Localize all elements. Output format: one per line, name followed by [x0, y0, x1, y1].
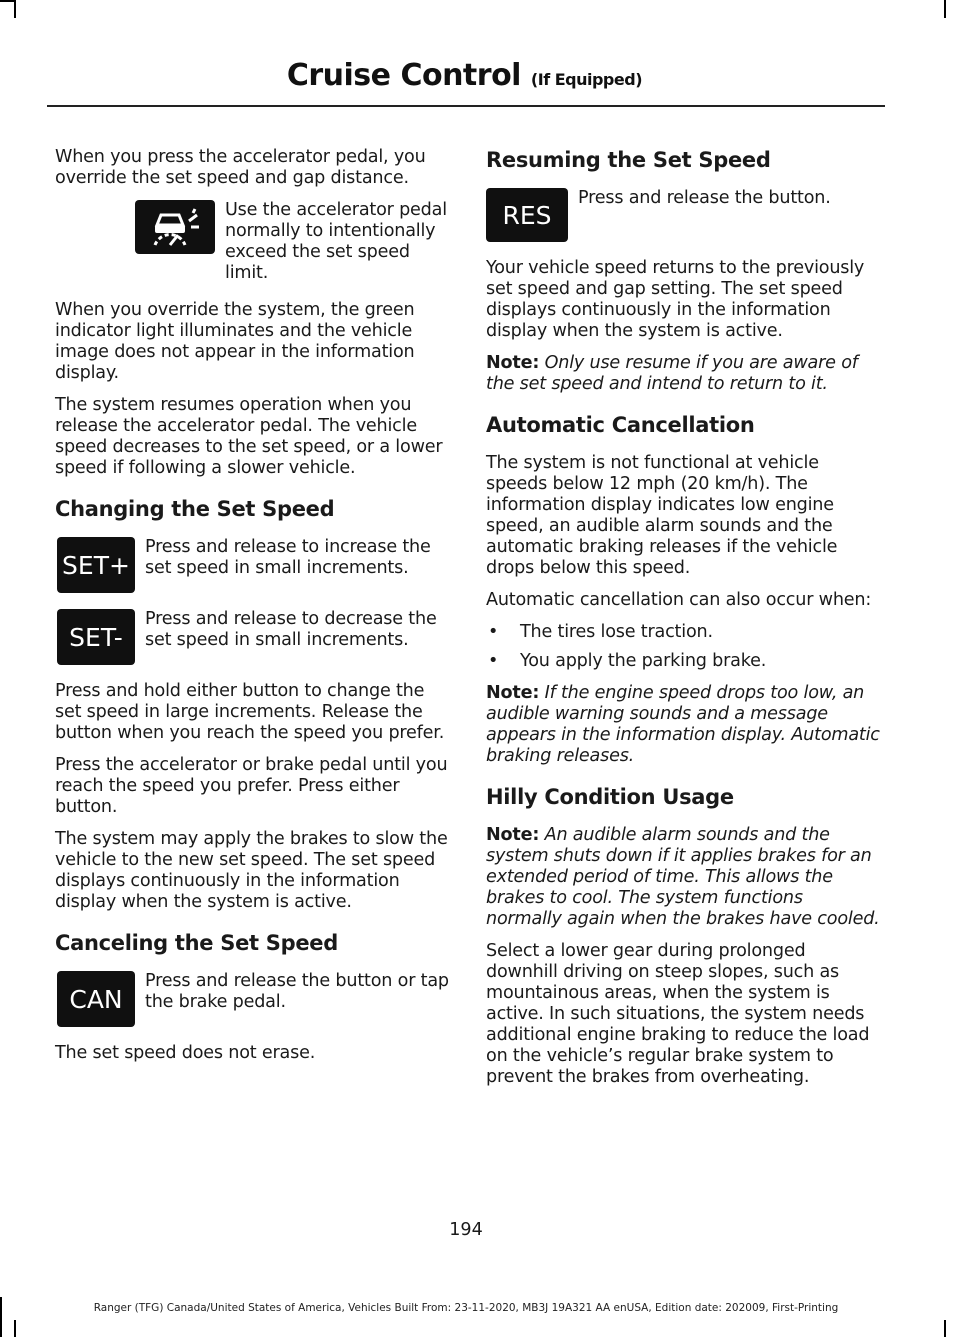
note: [486, 683, 880, 767]
paragraph: The set speed does not erase.: [55, 1043, 316, 1063]
crop-mark: [944, 1320, 946, 1337]
list-item-text: You apply the parking brake.: [520, 651, 767, 671]
bullet-icon: •: [488, 622, 499, 642]
accelerator-text: Use the accelerator pedal normally to intentionally exceed the set speed limit.: [225, 200, 447, 283]
paragraph: Press and hold either button to change the set speed in large increments. Release the button when you reach the speed you prefer.: [55, 681, 445, 743]
paragraph: Select a lower gear during prolonged downhill driving on steep slopes, such as mountainous areas, when the system is active. In such situations, the system needs additional engine braking to reduce the load on the vehicle’s regular brake system to prevent the brakes from overheating.: [486, 941, 870, 1087]
set-plus-text: Press and release to increase the set speed in small increments.: [145, 537, 431, 578]
accelerator-instruction: [135, 200, 449, 284]
paragraph: The system may apply the brakes to slow the vehicle to the new set speed. The set speed displays continuously in the information display when the system is active.: [55, 829, 448, 912]
title-text: Cruise Control: [286, 58, 521, 93]
header-divider: [47, 105, 885, 107]
note-label: Note:: [486, 353, 540, 373]
set-minus-instruction: [55, 609, 449, 665]
car-speedometer-icon: [147, 205, 203, 249]
paragraph: Automatic cancellation can also occur when:: [486, 590, 872, 610]
crop-mark: [14, 0, 16, 18]
list-item: [486, 651, 880, 672]
list-item-text: The tires lose traction.: [520, 622, 713, 642]
resume-instruction: [486, 188, 880, 242]
crop-mark: [944, 0, 946, 18]
section-heading: Canceling the Set Speed: [55, 931, 338, 955]
cancel-text: Press and release the button or tap the brake pedal.: [145, 971, 449, 1012]
paragraph: Your vehicle speed returns to the previously set speed and gap setting. The set speed displays continuously in the information display when the system is active.: [486, 258, 865, 341]
paragraph: Press the accelerator or brake pedal until you reach the speed you prefer. Press either button.: [55, 755, 448, 817]
note: [486, 825, 880, 930]
paragraph: The system resumes operation when you release the accelerator pedal. The vehicle speed decreases to the set speed, or a lower speed if following a slower vehicle.: [55, 395, 443, 478]
note: [486, 353, 880, 395]
section-heading: Hilly Condition Usage: [486, 785, 734, 809]
bullet-icon: •: [488, 651, 499, 671]
section-heading: Resuming the Set Speed: [486, 148, 771, 172]
accelerator-override-icon: [135, 200, 215, 254]
list-item: [486, 622, 880, 643]
title-subtitle: (If Equipped): [530, 70, 642, 89]
set-plus-instruction: [55, 537, 449, 593]
crop-mark: [0, 0, 14, 2]
paragraph: When you override the system, the green indicator light illuminates and the vehicle image does not appear in the information display.: [55, 300, 415, 383]
note-label: Note:: [486, 683, 540, 703]
footer-text: Ranger (TFG) Canada/United States of America, Vehicles Built From: 23-11-2020, MB3J 19A321 AA enUSA, Edition date: 202009, First-Printing: [93, 1302, 839, 1314]
cancel-button-icon: CAN: [57, 971, 135, 1027]
page-number: 194: [449, 1220, 483, 1240]
bullet-list: [486, 622, 880, 672]
paragraph: The system is not functional at vehicle speeds below 12 mph (20 km/h). The information display indicates low engine speed, an audible alarm sounds and the automatic braking releases if the vehicle drops below this speed.: [486, 453, 838, 578]
crop-mark: [14, 1320, 16, 1337]
note-text: Only use resume if you are aware of the set speed and intend to return to it.: [486, 353, 858, 394]
note-text: If the engine speed drops too low, an audible warning sounds and a message appears in the information display. Automatic braking releases.: [486, 683, 880, 766]
set-minus-text: Press and release to decrease the set speed in small increments.: [145, 609, 437, 650]
note-text: An audible alarm sounds and the system shuts down if it applies brakes for an extended period of time. This allows the brakes to cool. The system functions normally again when the brakes have cooled.: [486, 825, 880, 929]
page-title: [287, 58, 642, 93]
set-plus-button-icon: SET+: [57, 537, 135, 593]
left-column: [55, 147, 449, 1075]
section-heading: Automatic Cancellation: [486, 413, 755, 437]
section-heading: Changing the Set Speed: [55, 497, 335, 521]
resume-text: Press and release the button.: [578, 188, 831, 208]
paragraph: When you press the accelerator pedal, you override the set speed and gap distance.: [55, 147, 426, 188]
resume-button-icon: RES: [486, 188, 568, 242]
note-label: Note:: [486, 825, 540, 845]
right-column: [486, 147, 880, 1099]
cancel-instruction: [55, 971, 449, 1027]
set-minus-button-icon: SET-: [57, 609, 135, 665]
